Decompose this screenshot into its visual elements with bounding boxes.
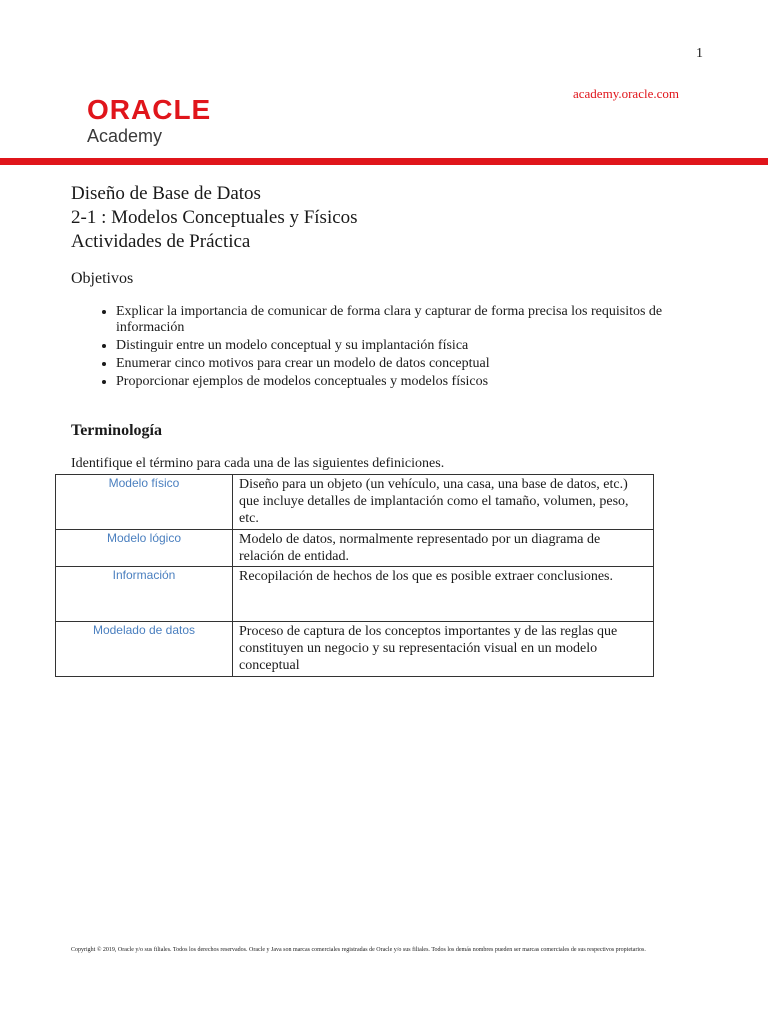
term-cell: Modelo lógico [56, 530, 233, 567]
title-line-1: Diseño de Base de Datos [71, 183, 261, 204]
term-cell: Modelo físico [56, 475, 233, 530]
header-divider [0, 158, 768, 165]
list-item: • Enumerar cinco motivos para crear un modelo de datos conceptual [116, 356, 676, 372]
list-item: • Proporcionar ejemplos de modelos conceptuales y modelos físicos [116, 374, 676, 390]
definition-cell: Modelo de datos, normalmente representado por un diagrama de relación de entidad. [233, 530, 654, 567]
table-row [56, 530, 654, 567]
terminology-intro: Identifique el término para cada una de las siguientes definiciones. [71, 456, 445, 471]
logo-subtitle: Academy [87, 126, 163, 146]
copyright-notice: Copyright © 2019, Oracle y/o sus filiales. Todos los derechos reservados. Oracle y Java son marcas comerciales registradas de Oracle y/o sus filiales. Todos los demás nombres pueden ser marcas comerciales de sus respectivos propietarios. [71, 947, 646, 953]
document-title [71, 182, 358, 254]
term-cell: Modelado de datos [56, 622, 233, 677]
definition-cell: Diseño para un objeto (un vehículo, una casa, una base de datos, etc.) que incluye detalles de implantación como el tamaño, volumen, peso, etc. [233, 475, 654, 530]
site-link[interactable]: academy.oracle.com [573, 86, 679, 101]
table-row [56, 622, 654, 677]
terminology-table [55, 474, 654, 677]
objectives-heading: Objetivos [71, 270, 134, 287]
title-line-2: 2-1 : Modelos Conceptuales y Físicos [71, 207, 358, 228]
page-number: 1 [696, 46, 703, 61]
definition-cell: Recopilación de hechos de los que es posible extraer conclusiones. [233, 567, 654, 622]
list-item: • Explicar la importancia de comunicar de forma clara y capturar de forma precisa los requisitos de información [116, 304, 676, 336]
oracle-academy-logo [87, 96, 211, 146]
table-row [56, 475, 654, 530]
logo-wordmark: ORACLE [87, 94, 212, 125]
term-cell: Información [56, 567, 233, 622]
title-line-3: Actividades de Práctica [71, 231, 251, 252]
objectives-list [96, 304, 676, 392]
table-row [56, 567, 654, 622]
definition-cell: Proceso de captura de los conceptos importantes y de las reglas que constituyen un negocio y su representación visual en un modelo conceptual [233, 622, 654, 677]
list-item: • Distinguir entre un modelo conceptual y su implantación física [116, 338, 676, 354]
terminology-heading: Terminología [71, 422, 162, 439]
